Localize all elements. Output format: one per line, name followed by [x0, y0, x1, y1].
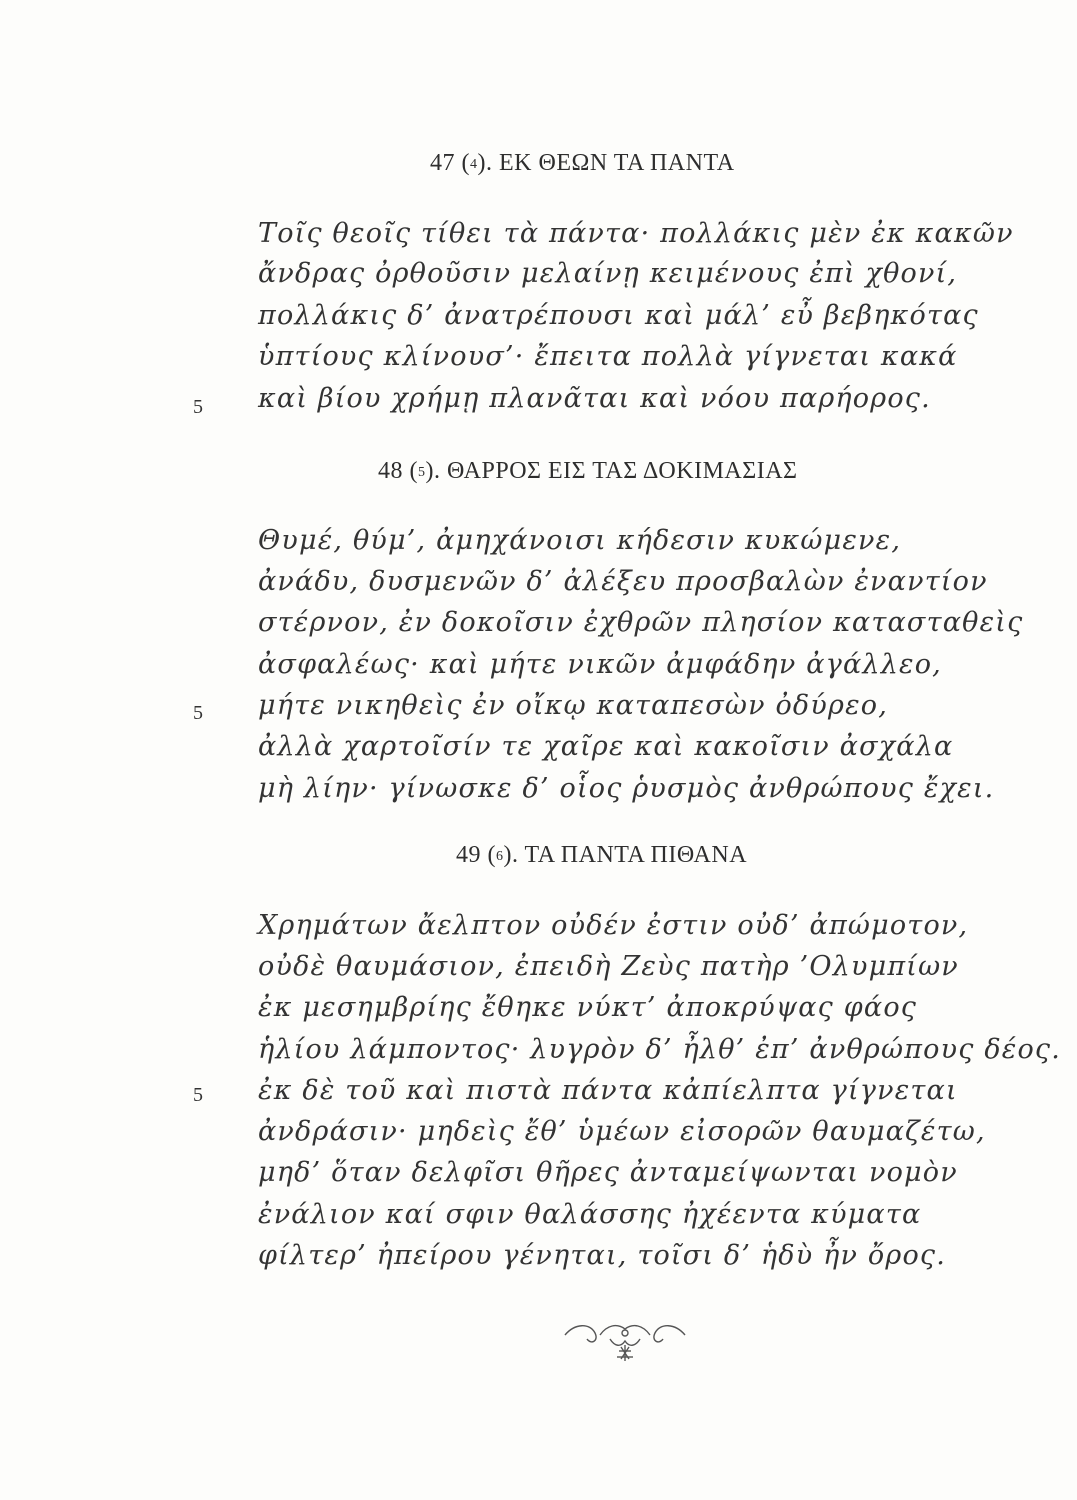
poem-title — [378, 458, 798, 485]
verse-line: φίλτερ’ ἠπείρου γένηται, τοῖσι δ’ ἡδὺ ἦν ὄρος. — [258, 1240, 947, 1271]
verse-line: μήτε νικηθεὶς ἐν οἴκῳ καταπεσὼν ὀδύρεο, — [258, 690, 888, 721]
poem-title — [456, 842, 747, 869]
verse-line: Θυμέ, θύμ’, ἀμηχάνοισι κήδεσιν κυκώμενε, — [258, 525, 902, 556]
poem-heading: ). ΘΑΡΡΟΣ ΕΙΣ ΤΑΣ ΔΟΚΙΜΑΣΙΑΣ — [425, 458, 798, 484]
poem-number: 48 ( — [378, 458, 418, 484]
poem-sub-number: 5 — [418, 465, 426, 480]
verse-line: ἀνδράσιν· μηδεὶς ἔθ’ ὑμέων εἰσορῶν θαυμαζέτω, — [258, 1116, 986, 1147]
verse-line: πολλάκις δ’ ἀνατρέπουσι καὶ μάλ’ εὖ βεβηκότας — [258, 300, 979, 331]
verse-line: ἀλλὰ χαρτοῖσίν τε χαῖρε καὶ κακοῖσιν ἀσχάλα — [258, 731, 954, 762]
verse-line: ἀνάδυ, δυσμενῶν δ’ ἀλέξευ προσβαλὼν ἐναντίον — [258, 566, 988, 597]
verse-line: ἐκ μεσημβρίης ἔθηκε νύκτ’ ἀποκρύψας φάος — [258, 992, 918, 1023]
verse-line: ἀσφαλέως· καὶ μήτε νικῶν ἀμφάδην ἀγάλλεο, — [258, 649, 942, 680]
line-number: 5 — [193, 702, 203, 724]
verse-line: ἐνάλιον καί σφιν θαλάσσης ἠχέεντα κύματα — [258, 1199, 922, 1230]
poem-heading: ). ΤΑ ΠΑΝΤΑ ΠΙΘΑΝΑ — [503, 842, 748, 868]
line-number: 5 — [193, 1084, 203, 1106]
verse-line: ὑπτίους κλίνουσ’· ἔπειτα πολλὰ γίγνεται κακά — [258, 341, 958, 372]
verse-line: ἐκ δὲ τοῦ καὶ πιστὰ πάντα κἀπίελπτα γίγνεται — [258, 1075, 958, 1106]
poem-title — [430, 150, 735, 177]
line-number: 5 — [193, 396, 203, 418]
poem-heading: ). ΕΚ ΘΕΩΝ ΤΑ ΠΑΝΤΑ — [477, 150, 735, 176]
verse-line: ἡλίου λάμποντος· λυγρὸν δ’ ἦλθ’ ἐπ’ ἀνθρώπους δέος. — [258, 1034, 1062, 1065]
verse-line: οὐδὲ θαυμάσιον, ἐπειδὴ Ζεὺς πατὴρ ’Ολυμπίων — [258, 951, 959, 982]
poem-number: 49 ( — [456, 842, 496, 868]
poem-number: 47 ( — [430, 150, 470, 176]
verse-line: μηδ’ ὅταν δελφῖσι θῆρες ἀνταμείψωνται νομὸν — [258, 1157, 958, 1188]
poem-sub-number: 6 — [496, 849, 504, 864]
fleuron-ornament-icon — [555, 1305, 695, 1365]
verse-line: μὴ λίην· γίνωσκε δ’ οἷος ῥυσμὸς ἀνθρώπους ἔχει. — [258, 773, 995, 804]
verse-line: καὶ βίου χρήμῃ πλανᾶται καὶ νόου παρήορος. — [258, 383, 931, 414]
poem-sub-number: 4 — [470, 157, 478, 172]
verse-line: Τοῖς θεοῖς τίθει τὰ πάντα· πολλάκις μὲν ἐκ κακῶν — [258, 218, 1014, 249]
verse-line: Χρημάτων ἄελπτον οὐδέν ἐστιν οὐδ’ ἀπώμοτον, — [258, 910, 969, 941]
verse-line: ἄνδρας ὀρθοῦσιν μελαίνῃ κειμένους ἐπὶ χθονί, — [258, 258, 958, 289]
verse-line: στέρνον, ἐν δοκοῖσιν ἐχθρῶν πλησίον κατασταθεὶς — [258, 607, 1024, 638]
